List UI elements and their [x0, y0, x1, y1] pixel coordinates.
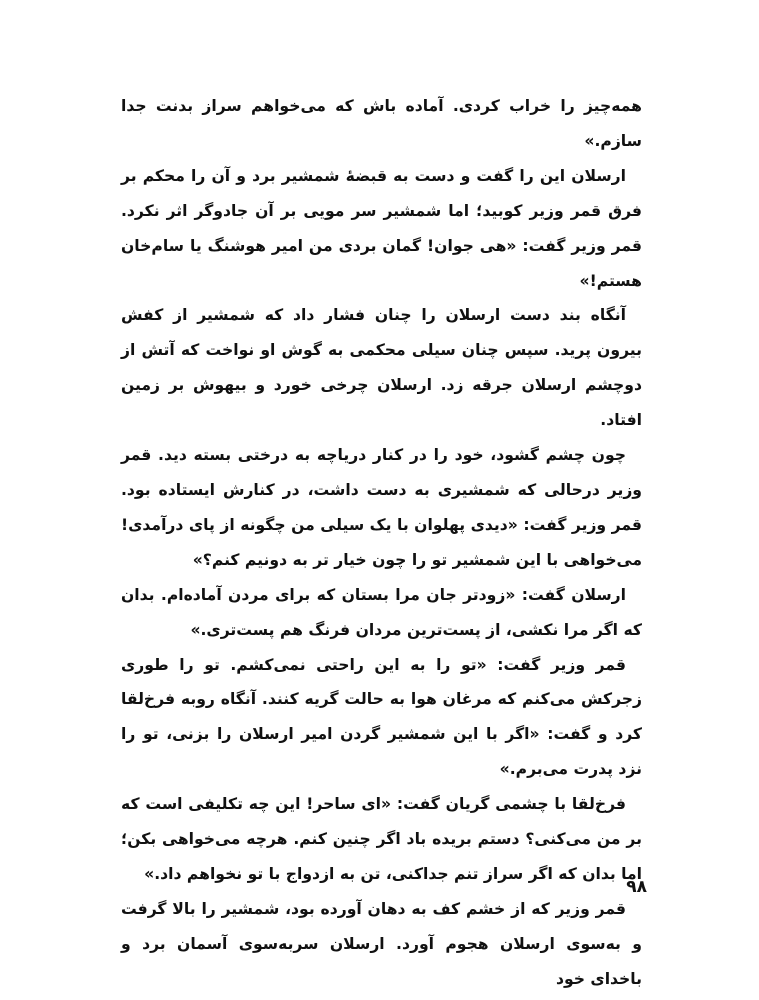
paragraph-5: ارسلان گفت: «زودتر جان مرا بستان که برای مردن آماده‌ام. بدان که اگر مرا نکشی، از پست‌ترین مردان فرنگ هم پست‌تری.» — [121, 585, 642, 639]
page-number: ۹۸ — [626, 877, 647, 897]
paragraph-1: همه‌چیز را خراب کردی. آماده باش که می‌خواهم سراز بدنت جدا سازم.» — [121, 97, 642, 150]
paragraph-4: چون چشم گشود، خود را در کنار دریاچه به درختی بسته دید. قمر وزیر درحالی که شمشیری به دست داشت، در کنارش ایستاده بود. قمر وزیر گفت: «دیدی پهلوان با یک سیلی من چگونه از پای درآمدی! می‌خواهی با این شمشیر تو را چون خیار تر به دونیم کنم؟» — [121, 446, 642, 569]
body-text — [121, 89, 642, 997]
paragraph-6: قمر وزیر گفت: «تو را به این راحتی نمی‌کشم. تو را طوری زجرکش می‌کنم که مرغان هوا به حالت گریه کنند. آنگاه روبه فرخ‌لقا کرد و گفت: «اگر با این شمشیر گردن امیر ارسلان را بزنی، تو را نزد پدرت می‌برم.» — [121, 655, 642, 779]
paragraph-7: فرخ‌لقا با چشمی گریان گفت: «ای ساحر! این چه تکلیفی است که بر من می‌کنی؟ دستم بریده باد اگر چنین کنم. هرچه می‌خواهی بکن؛ اما بدان که اگر سراز تنم جداکنی، تن به ازدواج با تو نخواهم داد.» — [121, 795, 642, 883]
paragraph-8: قمر وزیر که از خشم کف به دهان آورده بود، شمشیر را بالا گرفت و به‌سوی ارسلان هجوم آورد. ارسلان سربه‌سوی آسمان برد و باخدای خود — [121, 899, 642, 988]
paragraph-2: ارسلان این را گفت و دست به قبضهٔ شمشیر برد و آن را محکم بر فرق قمر وزیر کوبید؛ اما شمشیر سر مویی بر آن جادوگر اثر نکرد. قمر وزیر گفت: «هی جوان! گمان بردی من امیر هوشنگ یا سام‌خان هستم!» — [121, 166, 642, 290]
paragraph-3: آنگاه بند دست ارسلان را چنان فشار داد که شمشیر از کفش بیرون پرید. سپس چنان سیلی محکمی به گوش او نواخت که آتش از دوچشم ارسلان جرقه زد. ارسلان چرخی خورد و بیهوش بر زمین افتاد. — [121, 306, 642, 430]
